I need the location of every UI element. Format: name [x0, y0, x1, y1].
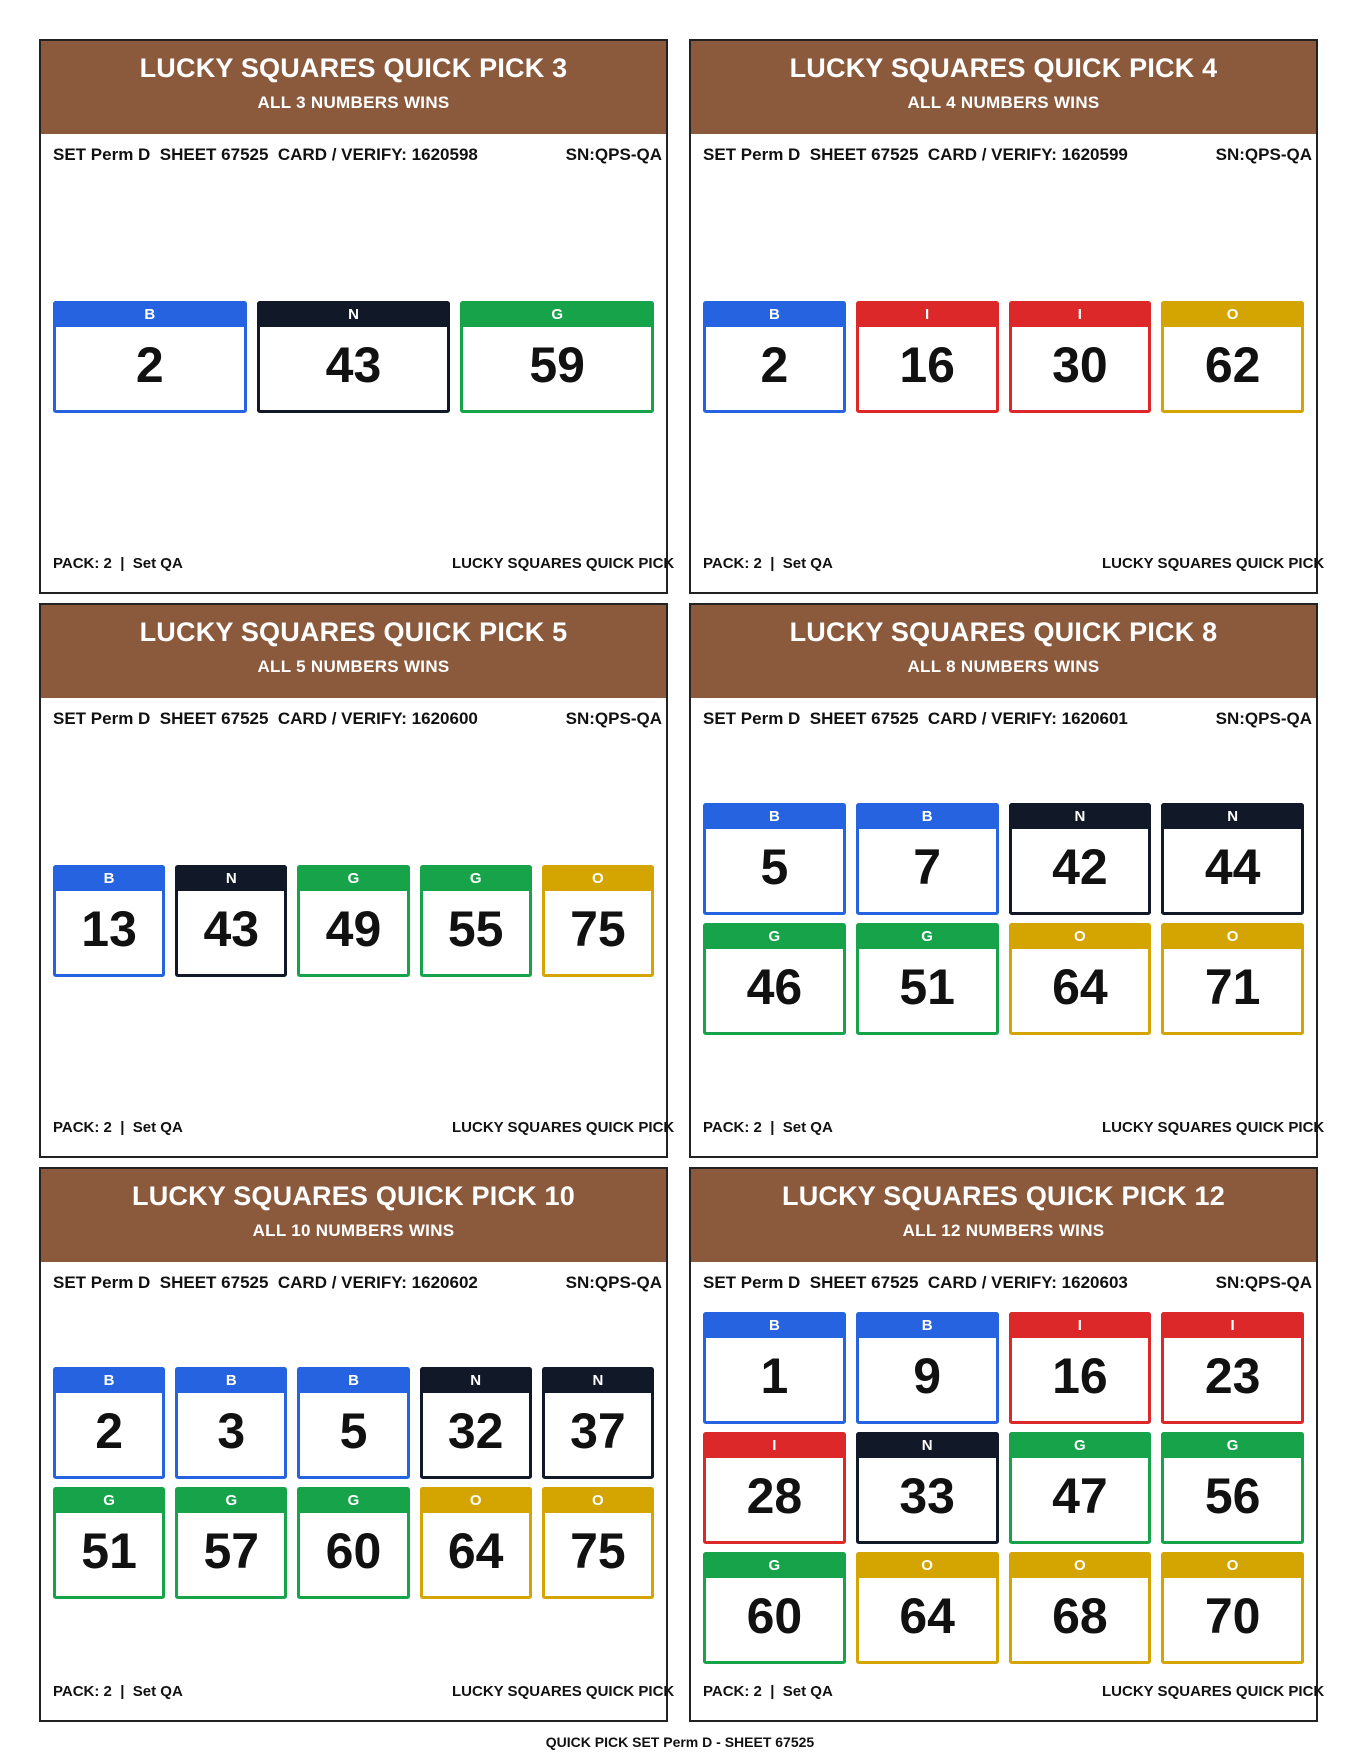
- card-serial: SN:QPS-QA: [565, 709, 662, 728]
- tile-letter: O: [1009, 923, 1152, 949]
- number-grid: [703, 803, 1304, 1035]
- card-verify-info: SET Perm D SHEET 67525 CARD / VERIFY: 1620601: [703, 709, 1128, 728]
- tile-number: 28: [746, 1468, 803, 1524]
- card-title: LUCKY SQUARES QUICK PICK 12: [782, 1181, 1225, 1211]
- tile-number: 9: [913, 1348, 942, 1404]
- number-grid: [53, 301, 654, 413]
- number-tile: [703, 923, 846, 1035]
- tile-letter: B: [703, 803, 846, 829]
- tile-number: 2: [135, 337, 164, 393]
- tile-letter: I: [1009, 301, 1152, 327]
- number-tile: [1009, 1432, 1152, 1544]
- tile-number: 32: [447, 1403, 504, 1459]
- tile-number: 62: [1204, 337, 1261, 393]
- number-tile: [1161, 1312, 1304, 1424]
- tile-letter: B: [53, 865, 165, 891]
- number-tile: [53, 1487, 165, 1599]
- tile-letter: O: [1161, 1552, 1304, 1578]
- tile-letter: G: [297, 865, 409, 891]
- card-info-row: [53, 709, 662, 731]
- tile-letter: B: [175, 1367, 287, 1393]
- tile-number: 64: [447, 1523, 504, 1579]
- number-tile: [1161, 1432, 1304, 1544]
- number-tile: [1009, 923, 1152, 1035]
- tile-letter: B: [856, 803, 999, 829]
- number-tile: [53, 865, 165, 977]
- number-tile: [420, 1367, 532, 1479]
- tile-number: 64: [1052, 959, 1108, 1015]
- tile-number: 46: [746, 959, 803, 1015]
- card-pack-info: PACK: 2 | Set QA: [703, 1683, 833, 1700]
- card-header: [41, 605, 666, 698]
- tile-letter: O: [1161, 301, 1304, 327]
- tile-number: 75: [570, 901, 626, 957]
- card-title: LUCKY SQUARES QUICK PICK 3: [139, 53, 568, 83]
- tile-number: 55: [447, 901, 504, 957]
- card-title: LUCKY SQUARES QUICK PICK 10: [132, 1181, 575, 1211]
- tile-letter: O: [856, 1552, 999, 1578]
- quick-pick-card: [689, 1167, 1325, 1722]
- number-grid: [53, 865, 654, 977]
- tile-number: 2: [760, 337, 789, 393]
- tile-letter: N: [1161, 803, 1304, 829]
- card-header: [41, 41, 666, 134]
- number-tile: [297, 1367, 409, 1479]
- tile-letter: G: [420, 865, 532, 891]
- tile-letter: B: [703, 1312, 846, 1338]
- card-verify-info: SET Perm D SHEET 67525 CARD / VERIFY: 1620602: [53, 1273, 478, 1292]
- quick-pick-card: [39, 1167, 675, 1722]
- card-serial: SN:QPS-QA: [565, 145, 662, 164]
- number-tile: [297, 865, 409, 977]
- number-tile: [1161, 1552, 1304, 1664]
- tile-number: 70: [1204, 1588, 1261, 1644]
- tile-letter: B: [53, 1367, 165, 1393]
- card-footer-brand: LUCKY SQUARES QUICK PICK: [1102, 1119, 1325, 1136]
- number-tile: [1161, 301, 1304, 413]
- tile-letter: G: [1009, 1432, 1152, 1458]
- card-info-row: [703, 145, 1312, 167]
- card-footer-brand: LUCKY SQUARES QUICK PICK: [452, 1119, 675, 1136]
- number-tile: [703, 803, 846, 915]
- tile-number: 13: [81, 901, 137, 957]
- tile-letter: G: [175, 1487, 287, 1513]
- number-tile: [420, 865, 532, 977]
- tile-letter: G: [460, 301, 654, 327]
- tile-number: 49: [325, 901, 382, 957]
- tile-letter: I: [1161, 1312, 1304, 1338]
- card-pack-info: PACK: 2 | Set QA: [703, 555, 833, 572]
- tile-letter: G: [297, 1487, 409, 1513]
- tile-letter: G: [856, 923, 999, 949]
- tile-number: 33: [899, 1468, 955, 1524]
- quick-pick-card: [689, 39, 1325, 594]
- tile-number: 16: [899, 337, 955, 393]
- number-tile: [1161, 803, 1304, 915]
- card-pack-info: PACK: 2 | Set QA: [53, 1119, 183, 1136]
- card-footer-brand: LUCKY SQUARES QUICK PICK: [452, 555, 675, 572]
- tile-letter: G: [1161, 1432, 1304, 1458]
- number-grid: [53, 1367, 654, 1599]
- number-tile: [297, 1487, 409, 1599]
- quick-pick-card: [39, 603, 675, 1158]
- tile-letter: G: [703, 923, 846, 949]
- number-grid: [703, 301, 1304, 413]
- card-serial: SN:QPS-QA: [1215, 145, 1312, 164]
- tile-number: 68: [1052, 1588, 1108, 1644]
- number-tile: [703, 1432, 846, 1544]
- number-tile: [420, 1487, 532, 1599]
- number-tile: [53, 1367, 165, 1479]
- card-header: [691, 41, 1316, 134]
- card-pack-info: PACK: 2 | Set QA: [53, 1683, 183, 1700]
- card-header: [691, 1169, 1316, 1262]
- number-tile: [1009, 1552, 1152, 1664]
- tile-number: 37: [570, 1403, 626, 1459]
- tile-letter: O: [1009, 1552, 1152, 1578]
- tile-number: 51: [899, 959, 955, 1015]
- tile-number: 16: [1052, 1348, 1108, 1404]
- tile-number: 1: [760, 1348, 789, 1404]
- tile-letter: B: [297, 1367, 409, 1393]
- quick-pick-card: [689, 603, 1325, 1158]
- tile-number: 30: [1052, 337, 1108, 393]
- number-tile: [175, 865, 287, 977]
- tile-number: 2: [95, 1403, 123, 1459]
- number-tile: [175, 1487, 287, 1599]
- tile-letter: O: [542, 1487, 654, 1513]
- card-subtitle: ALL 4 NUMBERS WINS: [907, 93, 1100, 112]
- card-verify-info: SET Perm D SHEET 67525 CARD / VERIFY: 1620600: [53, 709, 478, 728]
- card-info-row: [703, 1273, 1312, 1295]
- number-tile: [703, 1552, 846, 1664]
- tile-letter: G: [53, 1487, 165, 1513]
- number-tile: [703, 1312, 846, 1424]
- card-subtitle: ALL 12 NUMBERS WINS: [902, 1221, 1105, 1240]
- number-tile: [856, 1312, 999, 1424]
- tile-number: 7: [913, 839, 942, 895]
- number-tile: [460, 301, 654, 413]
- card-info-row: [53, 145, 662, 167]
- card-title: LUCKY SQUARES QUICK PICK 8: [789, 617, 1218, 647]
- card-info-row: [53, 1273, 662, 1295]
- card-subtitle: ALL 3 NUMBERS WINS: [257, 93, 450, 112]
- tile-number: 5: [760, 839, 789, 895]
- tile-letter: I: [703, 1432, 846, 1458]
- tile-letter: B: [53, 301, 247, 327]
- card-subtitle: ALL 8 NUMBERS WINS: [907, 657, 1100, 676]
- number-tile: [542, 1487, 654, 1599]
- card-pack-info: PACK: 2 | Set QA: [703, 1119, 833, 1136]
- tile-letter: B: [703, 301, 846, 327]
- card-header: [41, 1169, 666, 1262]
- tile-number: 64: [899, 1588, 955, 1644]
- card-info-row: [703, 709, 1312, 731]
- tile-letter: I: [856, 301, 999, 327]
- tile-number: 51: [81, 1523, 137, 1579]
- tile-number: 43: [325, 337, 382, 393]
- number-tile: [542, 1367, 654, 1479]
- card-subtitle: ALL 10 NUMBERS WINS: [252, 1221, 455, 1240]
- number-grid: [703, 1312, 1304, 1664]
- card-verify-info: SET Perm D SHEET 67525 CARD / VERIFY: 1620603: [703, 1273, 1128, 1292]
- tile-number: 44: [1204, 839, 1261, 895]
- tile-letter: O: [542, 865, 654, 891]
- page-footer: QUICK PICK SET Perm D - SHEET 67525: [545, 1734, 815, 1750]
- number-tile: [1009, 1312, 1152, 1424]
- tile-number: 56: [1204, 1468, 1261, 1524]
- card-serial: SN:QPS-QA: [1215, 709, 1312, 728]
- tile-number: 75: [570, 1523, 626, 1579]
- tile-number: 60: [746, 1588, 803, 1644]
- tile-letter: O: [420, 1487, 532, 1513]
- number-tile: [1161, 923, 1304, 1035]
- card-serial: SN:QPS-QA: [565, 1273, 662, 1292]
- card-verify-info: SET Perm D SHEET 67525 CARD / VERIFY: 1620598: [53, 145, 478, 164]
- number-tile: [703, 301, 846, 413]
- tile-letter: B: [856, 1312, 999, 1338]
- card-serial: SN:QPS-QA: [1215, 1273, 1312, 1292]
- number-tile: [1009, 803, 1152, 915]
- tile-number: 23: [1204, 1348, 1261, 1404]
- tile-letter: N: [257, 301, 451, 327]
- tile-letter: N: [420, 1367, 532, 1393]
- tile-letter: G: [703, 1552, 846, 1578]
- tile-number: 3: [217, 1403, 246, 1459]
- tile-letter: N: [542, 1367, 654, 1393]
- card-footer-brand: LUCKY SQUARES QUICK PICK: [1102, 555, 1325, 572]
- tile-number: 47: [1052, 1468, 1108, 1524]
- tile-number: 42: [1052, 839, 1108, 895]
- tile-letter: I: [1009, 1312, 1152, 1338]
- number-tile: [856, 1432, 999, 1544]
- tile-number: 57: [203, 1523, 260, 1579]
- number-tile: [53, 301, 247, 413]
- number-tile: [257, 301, 451, 413]
- card-footer-brand: LUCKY SQUARES QUICK PICK: [452, 1683, 675, 1700]
- quick-pick-card: [39, 39, 675, 594]
- tile-number: 59: [529, 337, 585, 393]
- card-header: [691, 605, 1316, 698]
- card-title: LUCKY SQUARES QUICK PICK 5: [139, 617, 568, 647]
- tile-number: 60: [325, 1523, 382, 1579]
- tile-number: 71: [1204, 959, 1261, 1015]
- number-tile: [175, 1367, 287, 1479]
- tile-letter: N: [175, 865, 287, 891]
- card-pack-info: PACK: 2 | Set QA: [53, 555, 183, 572]
- number-tile: [1009, 301, 1152, 413]
- number-tile: [856, 803, 999, 915]
- number-tile: [542, 865, 654, 977]
- card-title: LUCKY SQUARES QUICK PICK 4: [789, 53, 1218, 83]
- number-tile: [856, 923, 999, 1035]
- tile-letter: N: [856, 1432, 999, 1458]
- tile-letter: N: [1009, 803, 1152, 829]
- tile-letter: O: [1161, 923, 1304, 949]
- tile-number: 5: [339, 1403, 368, 1459]
- card-subtitle: ALL 5 NUMBERS WINS: [257, 657, 450, 676]
- card-footer-brand: LUCKY SQUARES QUICK PICK: [1102, 1683, 1325, 1700]
- number-tile: [856, 1552, 999, 1664]
- number-tile: [856, 301, 999, 413]
- tile-number: 43: [203, 901, 260, 957]
- card-verify-info: SET Perm D SHEET 67525 CARD / VERIFY: 1620599: [703, 145, 1128, 164]
